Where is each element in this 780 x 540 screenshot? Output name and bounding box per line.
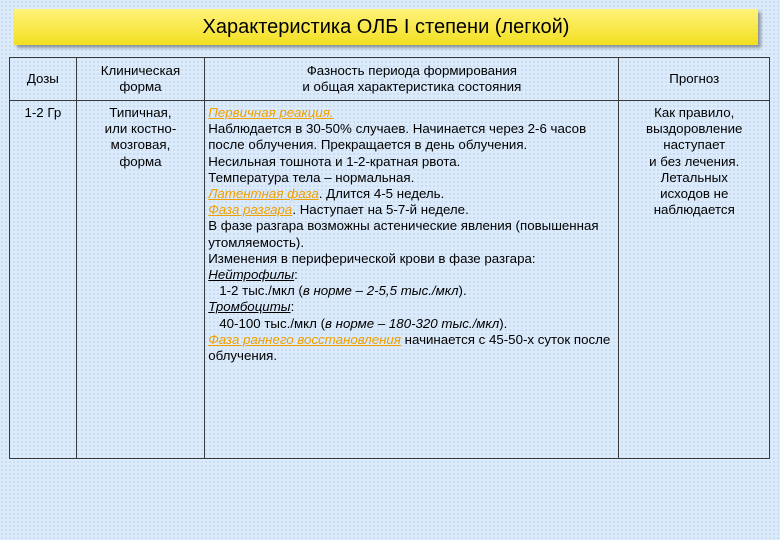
latent-phase-text: . Длится 4‑5 недель. [318, 186, 445, 202]
characteristics-table [9, 57, 770, 459]
platelets-colon: : [290, 299, 295, 315]
neutrophils-value-line [208, 283, 614, 299]
peak-phase-line [208, 202, 614, 218]
page-title: Характеристика ОЛБ I степени (легкой) [14, 9, 758, 45]
header-prognosis: Прогноз [619, 58, 770, 101]
recovery-phase-text: начинается с 45-50-х суток после облучения. [208, 331, 611, 364]
neutrophils-value: 1-2 тыс./мкл ( [219, 283, 303, 299]
header-period: Фазность периода формирования и общая характеристика состояния [205, 58, 619, 101]
dose-cell: 1-2 Гр [10, 101, 77, 459]
platelets-label: Тромбоциты [208, 299, 291, 315]
prognosis-cell: Как правило, выздоровление наступает и без лечения. Летальных исходов не наблюдается [619, 101, 770, 459]
header-clinical-form: Клиническая форма [76, 58, 205, 101]
neutrophils-label: Нейтрофилы [208, 267, 295, 283]
latent-phase-line [208, 186, 614, 202]
neutrophils-colon: : [294, 267, 298, 283]
platelets-norm: в норме – 180-320 тыс./мкл [325, 315, 500, 331]
temperature-text: Температура тела – нормальная. [208, 169, 415, 185]
nausea-text: Несильная тошнота и 1-2-кратная рвота. [208, 153, 461, 169]
blood-changes-text: Изменения в периферической крови в фазе разгара: [208, 250, 536, 266]
header-dose: Дозы [10, 58, 77, 101]
platelets-close: ). [499, 315, 508, 331]
neutrophils-norm: в норме – 2-5,5 тыс./мкл [302, 283, 459, 299]
peak-phase-text: . Наступает на 5-7-й неделе. [292, 202, 469, 218]
neutrophils-close: ). [458, 283, 467, 299]
period-description-cell [205, 101, 619, 459]
primary-reaction-label: Первичная реакция. [208, 105, 334, 120]
peak-asthenia-text: В фазе разгара возможны астенические явления (повышенная утомляемость). [208, 218, 599, 250]
peak-phase-label: Фаза разгара [208, 202, 293, 218]
latent-phase-label: Латентная фаза [208, 186, 319, 202]
table-header-row [10, 58, 770, 101]
clinical-form-cell: Типичная, или костно- мозговая, форма [76, 101, 205, 459]
platelets-label-line [208, 299, 614, 315]
recovery-phase-label: Фаза раннего восстановления [208, 331, 401, 347]
recovery-phase-line [208, 332, 614, 364]
primary-reaction-text: Наблюдается в 30-50% случаев. Начинается через 2-6 часов после облучения. Прекращается в день облучения. [208, 121, 587, 153]
neutrophils-label-line [208, 267, 614, 283]
table-row [10, 101, 770, 459]
platelets-value-line [208, 316, 614, 332]
platelets-value: 40‑100 тыс./мкл ( [219, 315, 326, 331]
